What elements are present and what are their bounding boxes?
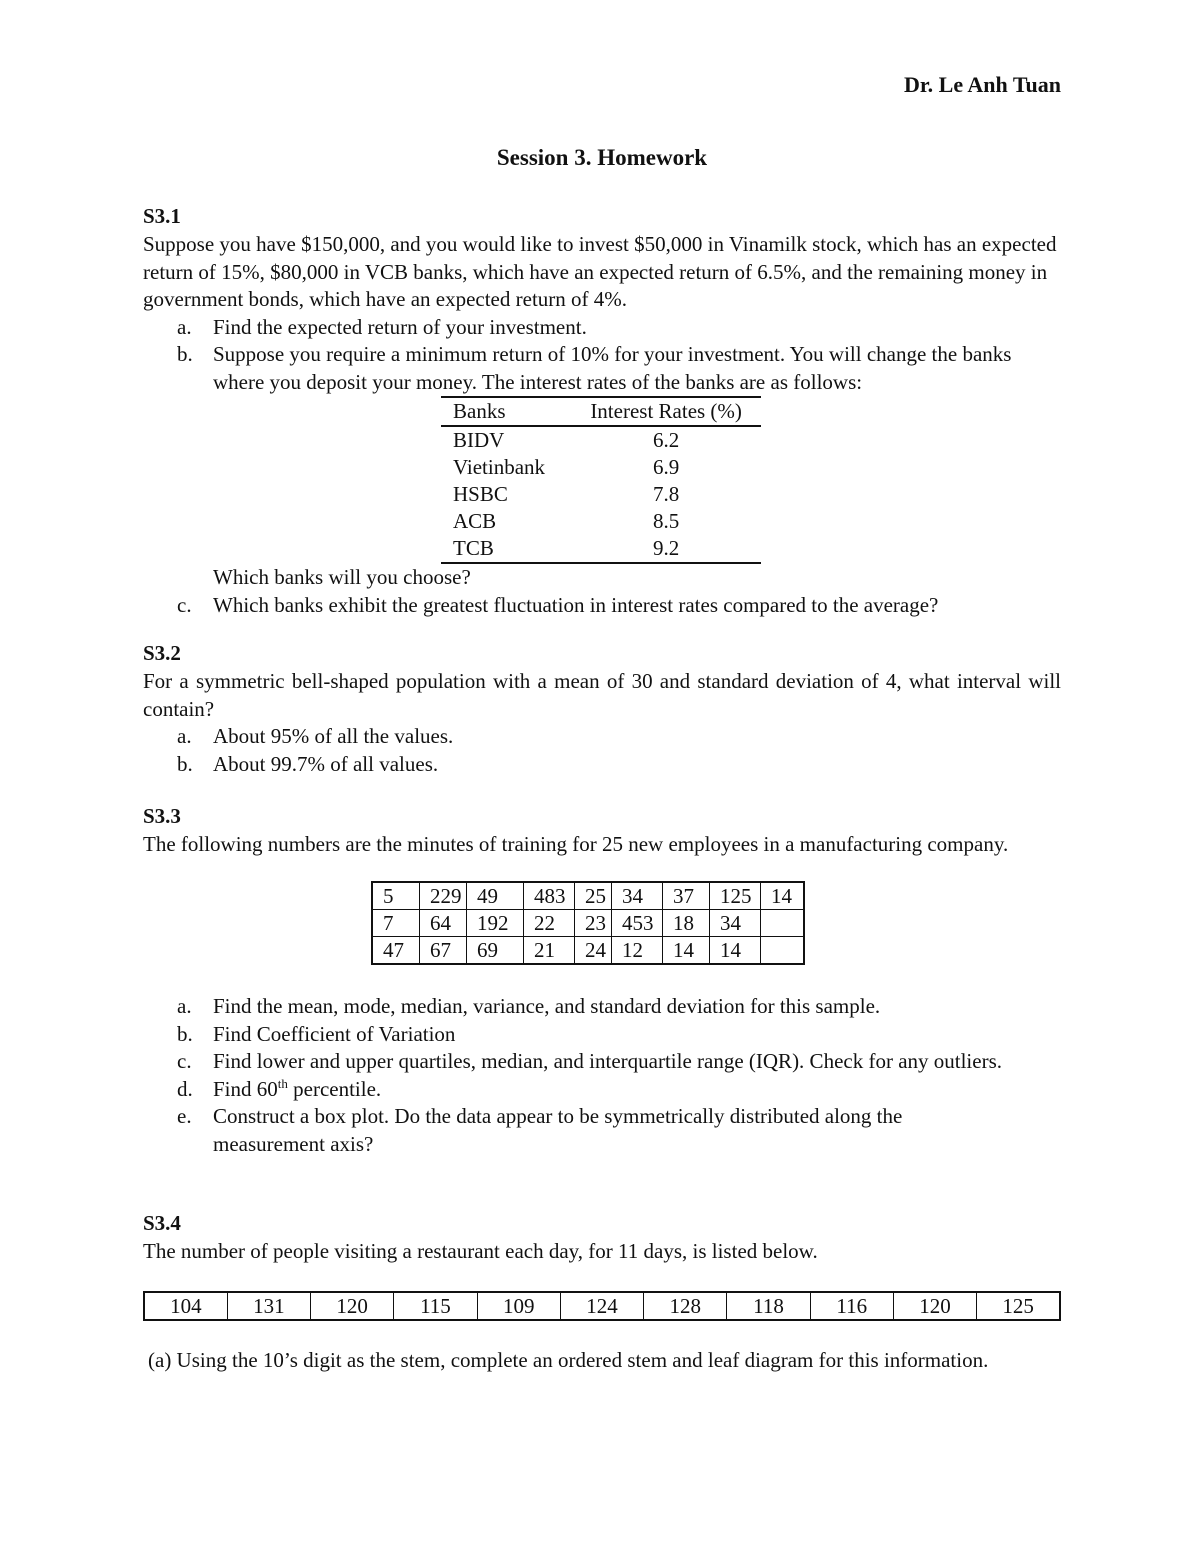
table-cell: 192 — [467, 910, 524, 937]
table-row — [372, 910, 804, 937]
list-marker: e. — [177, 1104, 192, 1128]
table-cell — [761, 910, 805, 937]
list-text: About 95% of all the values. — [213, 724, 454, 748]
table-cell: 14 — [710, 937, 761, 965]
table-cell: 120 — [311, 1292, 394, 1320]
list-text: Which banks will you choose? — [213, 565, 471, 589]
table-cell: 125 — [710, 882, 761, 910]
section-s3-4 — [143, 1210, 1061, 1410]
list-text: About 99.7% of all values. — [213, 751, 439, 776]
table-cell: 229 — [420, 882, 467, 910]
question-list — [143, 314, 1061, 397]
list-text: Find lower and upper quartiles, median, and interquartile range (IQR). Check for any outliers. — [213, 1049, 1003, 1073]
training-minutes-table — [371, 881, 805, 965]
table-row — [144, 1292, 1060, 1320]
table-cell: 118 — [727, 1292, 810, 1320]
list-text: Find the expected return of your investment. — [213, 314, 587, 339]
list-text: percentile. — [287, 1076, 382, 1101]
table-row — [441, 426, 761, 454]
table-cell: 453 — [612, 910, 663, 937]
table-cell: 6.9 — [652, 455, 680, 479]
section-intro: The following numbers are the minutes of training for 25 new employees in a manufacturing company. — [143, 832, 1009, 856]
list-marker: b. — [177, 342, 193, 366]
list-item — [143, 993, 1061, 1021]
list-text: Find Coefficient of Variation — [213, 1021, 456, 1046]
table-row — [372, 882, 804, 910]
table-cell: 22 — [524, 910, 575, 937]
table-cell: 6.2 — [652, 428, 680, 452]
table-cell: 64 — [420, 910, 467, 937]
table-cell: Vietinbank — [453, 455, 546, 479]
list-item — [143, 723, 1061, 751]
list-marker: d. — [177, 1076, 193, 1101]
table-cell: 23 — [575, 910, 612, 937]
table-cell: 18 — [663, 910, 710, 937]
table-cell: TCB — [453, 536, 494, 560]
table-cell: 7 — [372, 910, 420, 937]
list-item-continuation — [143, 564, 1061, 592]
list-marker: b. — [177, 751, 193, 776]
author-name: Dr. Le Anh Tuan — [904, 72, 1061, 97]
table-cell: 131 — [227, 1292, 310, 1320]
ordinal-suffix: th — [277, 1075, 288, 1091]
section-intro: The number of people visiting a restaurant each day, for 11 days, is listed below. — [143, 1239, 818, 1263]
visitors-table — [143, 1291, 1061, 1321]
part-a-text: (a) Using the 10’s digit as the stem, complete an ordered stem and leaf diagram for this information. — [148, 1348, 989, 1372]
section-label: S3.1 — [143, 204, 181, 228]
table-cell: 14 — [663, 937, 710, 965]
list-marker: c. — [177, 1049, 192, 1073]
table-cell: HSBC — [453, 482, 508, 506]
table-row — [441, 481, 761, 508]
bank-rates-table — [441, 396, 761, 564]
table-cell: 37 — [663, 882, 710, 910]
column-header: Banks — [441, 397, 571, 426]
table-cell: 483 — [524, 882, 575, 910]
table-cell: 109 — [477, 1292, 560, 1320]
section-intro: For a symmetric bell-shaped population with a mean of 30 and standard deviation of 4, what interval will contain? — [143, 669, 1061, 721]
table-cell: 25 — [575, 882, 612, 910]
table-cell: 5 — [372, 882, 420, 910]
list-marker: a. — [177, 724, 192, 748]
table-cell: 116 — [810, 1292, 893, 1320]
section-label: S3.4 — [143, 1211, 181, 1235]
table-cell: 67 — [420, 937, 467, 965]
table-row — [441, 535, 761, 563]
list-marker: a. — [177, 994, 192, 1018]
list-marker: a. — [177, 314, 192, 339]
list-text: Find 60 — [213, 1076, 278, 1101]
table-cell: 49 — [467, 882, 524, 910]
table-cell: 7.8 — [652, 482, 680, 506]
table-cell: 47 — [372, 937, 420, 965]
table-cell: 21 — [524, 937, 575, 965]
section-s3-2 — [143, 640, 1061, 778]
list-item — [143, 1021, 1061, 1049]
table-cell: 104 — [144, 1292, 227, 1320]
table-cell: 69 — [467, 937, 524, 965]
table-cell: BIDV — [453, 428, 505, 452]
section-s3-1 — [143, 203, 1061, 619]
list-text: Construct a box plot. Do the data appear to be symmetrically distributed along the measurement axis? — [213, 1104, 903, 1156]
list-item — [143, 341, 1061, 396]
table-cell: 120 — [893, 1292, 976, 1320]
table-cell: 125 — [977, 1292, 1060, 1320]
list-text: Which banks exhibit the greatest fluctuation in interest rates compared to the average? — [213, 592, 939, 617]
section-intro: Suppose you have $150,000, and you would like to invest $50,000 in Vinamilk stock, which has an expected return of 15%, $80,000 in VCB banks, which have an expected return of 6.5%, and the remaining money in government bonds, which have an expected return of 4%. — [143, 232, 1057, 311]
table-cell: 128 — [644, 1292, 727, 1320]
table-cell: ACB — [453, 509, 497, 533]
list-marker: b. — [177, 1021, 193, 1046]
table-row — [441, 454, 761, 481]
section-label: S3.3 — [143, 804, 181, 828]
table-cell: 24 — [575, 937, 612, 965]
table-cell: 9.2 — [652, 536, 680, 560]
list-item — [143, 1048, 1061, 1076]
table-row — [441, 508, 761, 535]
table-row — [372, 937, 804, 965]
table-cell: 8.5 — [652, 509, 680, 533]
list-item — [143, 314, 1061, 342]
table-cell: 12 — [612, 937, 663, 965]
table-header-row — [441, 397, 761, 426]
table-cell: 124 — [560, 1292, 643, 1320]
section-s3-3 — [143, 803, 1061, 1193]
page-title: Session 3. Homework — [496, 145, 708, 170]
table-cell: 34 — [612, 882, 663, 910]
list-text: Find the mean, mode, median, variance, and standard deviation for this sample. — [213, 994, 881, 1018]
list-marker: c. — [177, 592, 192, 617]
section-label: S3.2 — [143, 641, 181, 665]
list-item — [143, 1103, 1061, 1158]
table-cell — [761, 937, 805, 965]
column-header: Interest Rates (%) — [571, 397, 761, 426]
table-cell: 115 — [394, 1292, 477, 1320]
list-item — [143, 751, 1061, 779]
list-item — [143, 1076, 1061, 1104]
table-cell: 34 — [710, 910, 761, 937]
list-text: Suppose you require a minimum return of 10% for your investment. You will change the banks where you deposit your money. The interest rates of the banks are as follows: — [213, 342, 1012, 394]
list-item — [143, 592, 1061, 620]
table-cell: 14 — [761, 882, 805, 910]
question-list — [143, 993, 1061, 1158]
